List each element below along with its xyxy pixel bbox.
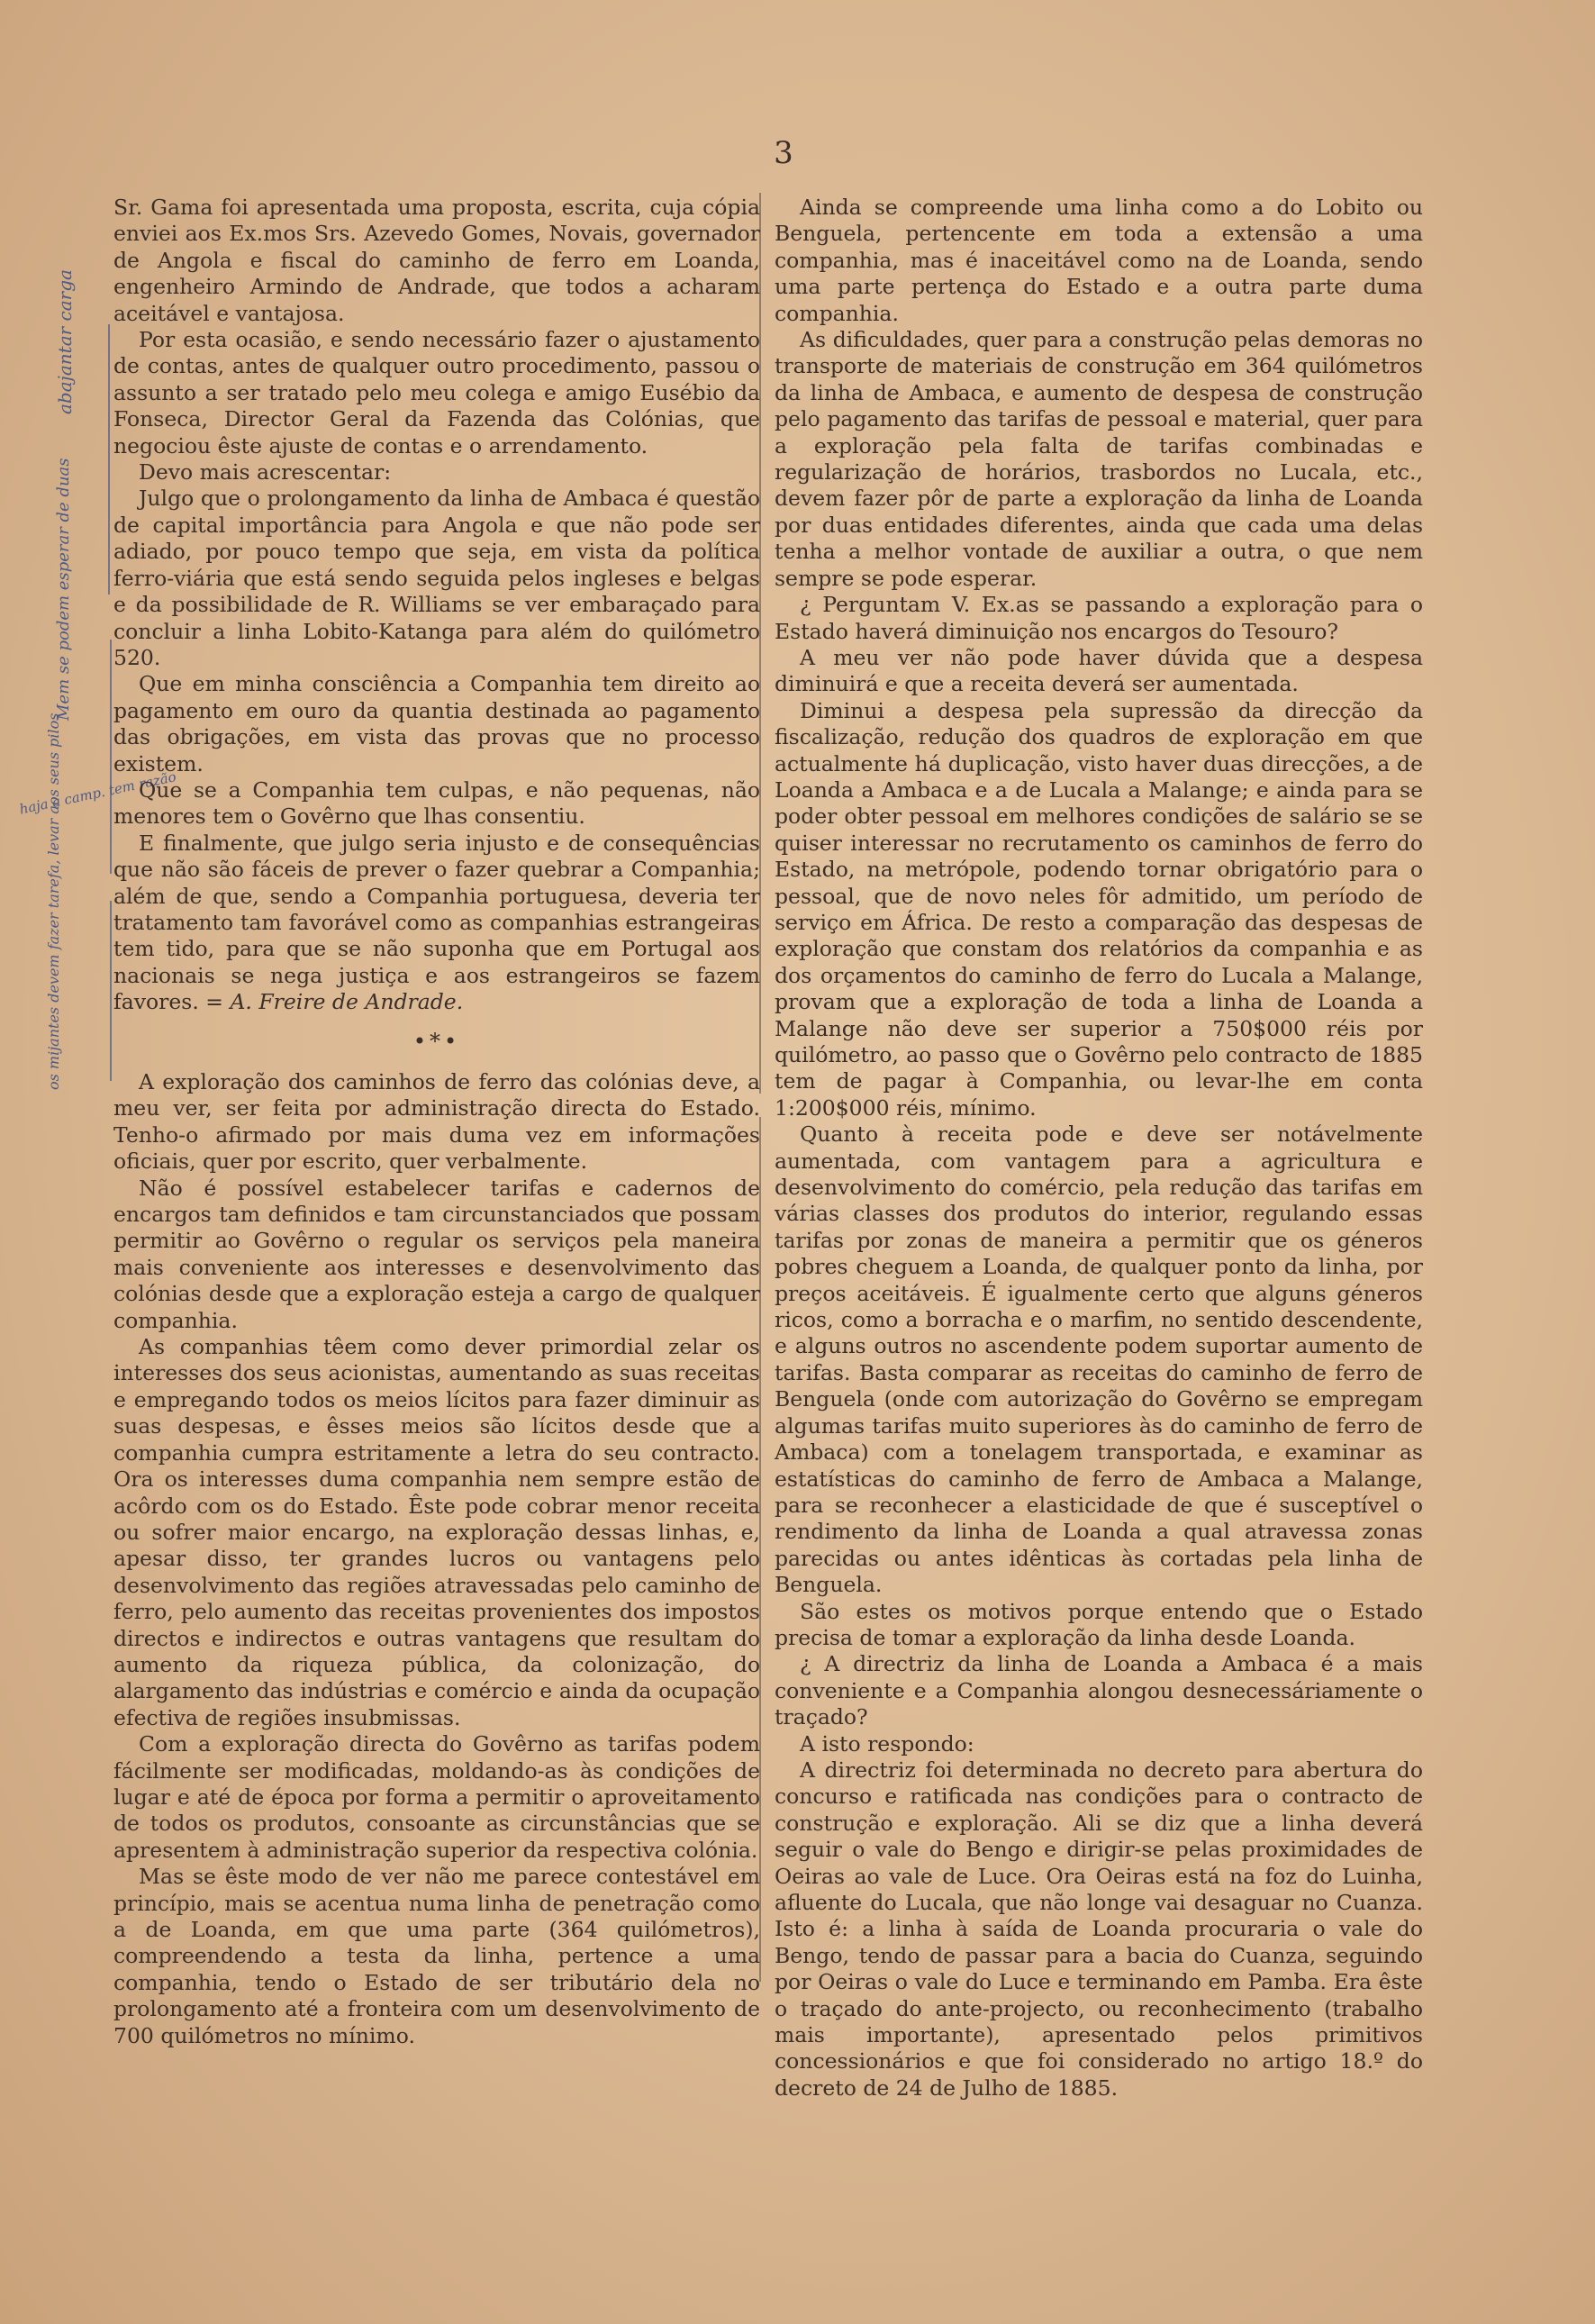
left-column: [113, 195, 760, 2049]
paragraph: ¿ A directriz da linha de Loanda a Ambaca é a mais conveniente e a Companhia alongou desnecessáriamente o traçado?: [775, 1651, 1423, 1730]
paragraph-with-signature: [113, 831, 760, 1016]
paragraph: Não é possível estabelecer tarifas e cadernos de encargos tam definidos e tam circunstanciados que possam permitir ao Govêrno o regular os serviços pela maneira mais conveniente aos interesses e desenvolvimento das colónias desde que a exploração esteja a cargo de qualquer companhia.: [113, 1175, 760, 1333]
paragraph: ¿ Perguntam V. Ex.as se passando a exploração para o Estado haverá diminuição nos encargos do Tesouro?: [775, 592, 1423, 644]
paragraph: As companhias têem como dever primordial zelar os interesses dos seus acionistas, aumentando as suas receitas e empregando todos os meios lícitos para fazer diminuir as suas despesas, e êsses meios são lícitos desde que a companhia cumpra estritamente a letra do seu contracto. Ora os interesses duma companhia nem sempre estão de acôrdo com os do Estado. Êste pode cobrar menor receita ou sofrer maior encargo, na exploração dessas linhas, e, apesar disso, ter grandes lucros ou vantagens pelo desenvolvimento das regiões atravessadas pelo caminho de ferro, pelo aumento das receitas provenientes dos impostos directos e indirectos e outras vantagens que resultam do aumento da riqueza pública, da colonização, do alargamento das indústrias e comércio e ainda da ocupação efectiva de regiões insubmissas.: [113, 1334, 760, 1730]
paragraph: Sr. Gama foi apresentada uma proposta, escrita, cuja cópia enviei aos Ex.mos Srs. Azevedo Gomes, Novais, governador de Angola e fiscal do caminho de ferro em Loanda, engenheiro Armindo de Andrade, que todos a acharam aceitável e vantajosa.: [113, 195, 760, 326]
paragraph: Mas se êste modo de ver não me parece contestável em princípio, mais se acentua numa linha de penetração como a de Loanda, em que uma parte (364 quilómetros), compreendendo a testa da linha, pertence a uma companhia, tendo o Estado de ser tributário dela no prolongamento até a fronteira com um desenvolvimento de 700 quilómetros no mínimo.: [113, 1864, 760, 2048]
paragraph-text: E finalmente, que julgo seria injusto e de consequências que não são fáceis de prever o fazer quebrar a Companhia; além de que, sendo a Companhia portuguesa, deveria ter tratamento tam favorável como as companhias estrangeiras tem tido, para que se não suponha que em Portugal aos nacionais se nega justiça e aos estrangeiros se fazem favores. =: [113, 830, 760, 1015]
signature: A. Freire de Andrade.: [230, 989, 464, 1015]
margin-annotations: [18, 207, 178, 1108]
paragraph: São estes os motivos porque entendo que o Estado precisa de tomar a exploração da linha desde Loanda.: [775, 1598, 1423, 1650]
margin-note: haja a camp. tem razão: [18, 768, 178, 818]
paragraph: Com a exploração directa do Govêrno as tarifas podem fácilmente ser modificadas, moldando-as às condições de lugar e até de época por forma a permitir o aproveitamento de todos os produtos, consoante as circunstâncias que se apresentem à administração superior da respectiva colónia.: [113, 1731, 760, 1863]
margin-note: os mijantes devem fazer tarefa, levar aos seus pilos: [45, 713, 62, 1090]
paragraph: A meu ver não pode haver dúvida que a despesa diminuirá e que a receita deverá ser aumentada.: [775, 644, 1423, 697]
paragraph: Devo mais acrescentar:: [139, 459, 392, 486]
paragraph: As dificuldades, quer para a construção pelas demoras no transporte de materiais de construção em 364 quilómetros da linha de Ambaca, e aumento de despesa de construção pelo pagamento das tarifas de pessoal e material, quer para a exploração pela falta de tarifas combinadas e regularização de horários, trasbordos no Lucala, etc., devem fazer pôr de parte a exploração da linha de Loanda por duas entidades diferentes, ainda que cada uma delas tenha a melhor vontade de auxiliar a outra, o que nem sempre se pode esperar.: [775, 327, 1423, 591]
paragraph: Por esta ocasião, e sendo necessário fazer o ajustamento de contas, antes de qualquer outro procedimento, passou o assunto a ser tratado pelo meu colega e amigo Eusébio da Fonseca, Director Geral da Fazenda das Colónias, que negociou êste ajuste de contas e o arrendamento.: [113, 327, 760, 458]
pencil-bracket: [110, 901, 112, 1081]
paragraph: A exploração dos caminhos de ferro das colónias deve, a meu ver, ser feita por administração directa do Estado. Tenho-o afirmado por mais duma vez em informações oficiais, quer por escrito, quer verbalmente.: [113, 1069, 760, 1175]
paragraph: Que em minha consciência a Companhia tem direito ao pagamento em ouro da quantia destinada ao pagamento das obrigações, em vista das provas que no processo existem.: [113, 671, 760, 776]
margin-note: Mem se podem esperar de duas: [54, 458, 73, 721]
right-column: [775, 195, 1423, 2102]
pencil-bracket: [110, 640, 112, 874]
page-number: 3: [774, 135, 793, 171]
paragraph: Quanto à receita pode e deve ser notávelmente aumentada, com vantagem para a agricultura e desenvolvimento do comércio, pela redução das tarifas em várias classes dos produtos do interior, regulando essas tarifas por zonas de maneira a permitir que os géneros pobres cheguem a Loanda, de qualquer ponto da linha, por preços aceitáveis. É igualmente certo que alguns géneros ricos, como a borracha e o marfim, no sentido descendente, e alguns outros no ascendente podem suportar aumento de tarifas. Basta comparar as receitas do caminho de ferro de Benguela (onde com autorização do Govêrno se empregam algumas tarifas muito superiores às do caminho de ferro de Ambaca) com a tonelagem transportada, e examinar as estatísticas do caminho de ferro de Ambaca a Malange, para se reconhecer a elasticidade de que é susceptível o rendimento da linha de Loanda a qual atravessa zonas parecidas ou antes idênticas às cortadas pela linha de Benguela.: [775, 1121, 1423, 1598]
section-separator: •*•: [412, 1028, 461, 1054]
paragraph: Que se a Companhia tem culpas, e não pequenas, não menores tem o Govêrno que lhas consentiu.: [113, 776, 760, 830]
paragraph: Ainda se compreende uma linha como a do Lobito ou Benguela, pertencente em toda a extensão a uma companhia, mas é inaceitável como na de Loanda, sendo uma parte pertença do Estado e a outra parte duma companhia.: [775, 195, 1423, 326]
pencil-bracket: [108, 324, 110, 595]
paragraph: A isto respondo:: [800, 1730, 974, 1757]
paragraph: A directriz foi determinada no decreto para abertura do concurso e ratificada nas condições para o contracto de construção e exploração. Ali se diz que a linha deverá seguir o vale do Bengo e dirigir-se pelas proximidades de Oeiras ao vale de Luce. Ora Oeiras está na foz do Luinha, afluente do Lucala, que não longe vai desaguar no Cuanza. Isto é: a linha à saída de Loanda procuraria o vale do Bengo, tendo de passar para a bacia do Cuanza, seguindo por Oeiras o vale do Luce e terminando em Pamba. Era êste o traçado do ante-projecto, ou reconhecimento (trabalho mais importante), apresentado pelos primitivos concessionários e que foi considerado no artigo 18.º do decreto de 24 de Julho de 1885.: [775, 1757, 1423, 2101]
margin-note: abajantar carga: [54, 269, 76, 414]
paragraph: Julgo que o prolongamento da linha de Ambaca é questão de capital importância para Angola e que não pode ser adiado, por pouco tempo que seja, em vista da política ferro-viária que está sendo seguida pelos ingleses e belgas e da possibilidade de R. Williams se ver embaraçado para concluir a linha Lobito-Katanga para além do quilómetro 520.: [113, 486, 760, 670]
paragraph: Diminui a despesa pela supressão da direcção da fiscalização, redução dos quadros de exploração em que actualmente há duplicação, visto haver duas direcções, a de Loanda a Ambaca e a de Lucala a Malange; e ainda para se poder obter pessoal em melhores condições de salário se se quiser interessar no recrutamento os caminhos de ferro do Estado, na metrópole, podendo tornar obrigatório para o pessoal, que de novo neles fôr admitido, um período de serviço em África. De resto a comparação das despesas de exploração que constam dos relatórios da companhia e as dos orçamentos do caminho de ferro do Lucala a Malange, provam que a exploração de toda a linha de Loanda a Malange não deve ser superior a 750$000 réis por quilómetro, ao passo que o Govêrno pelo contracto de 1885 tem de pagar à Companhia, ou levar-lhe em conta 1:200$000 réis, mínimo.: [775, 697, 1423, 1121]
